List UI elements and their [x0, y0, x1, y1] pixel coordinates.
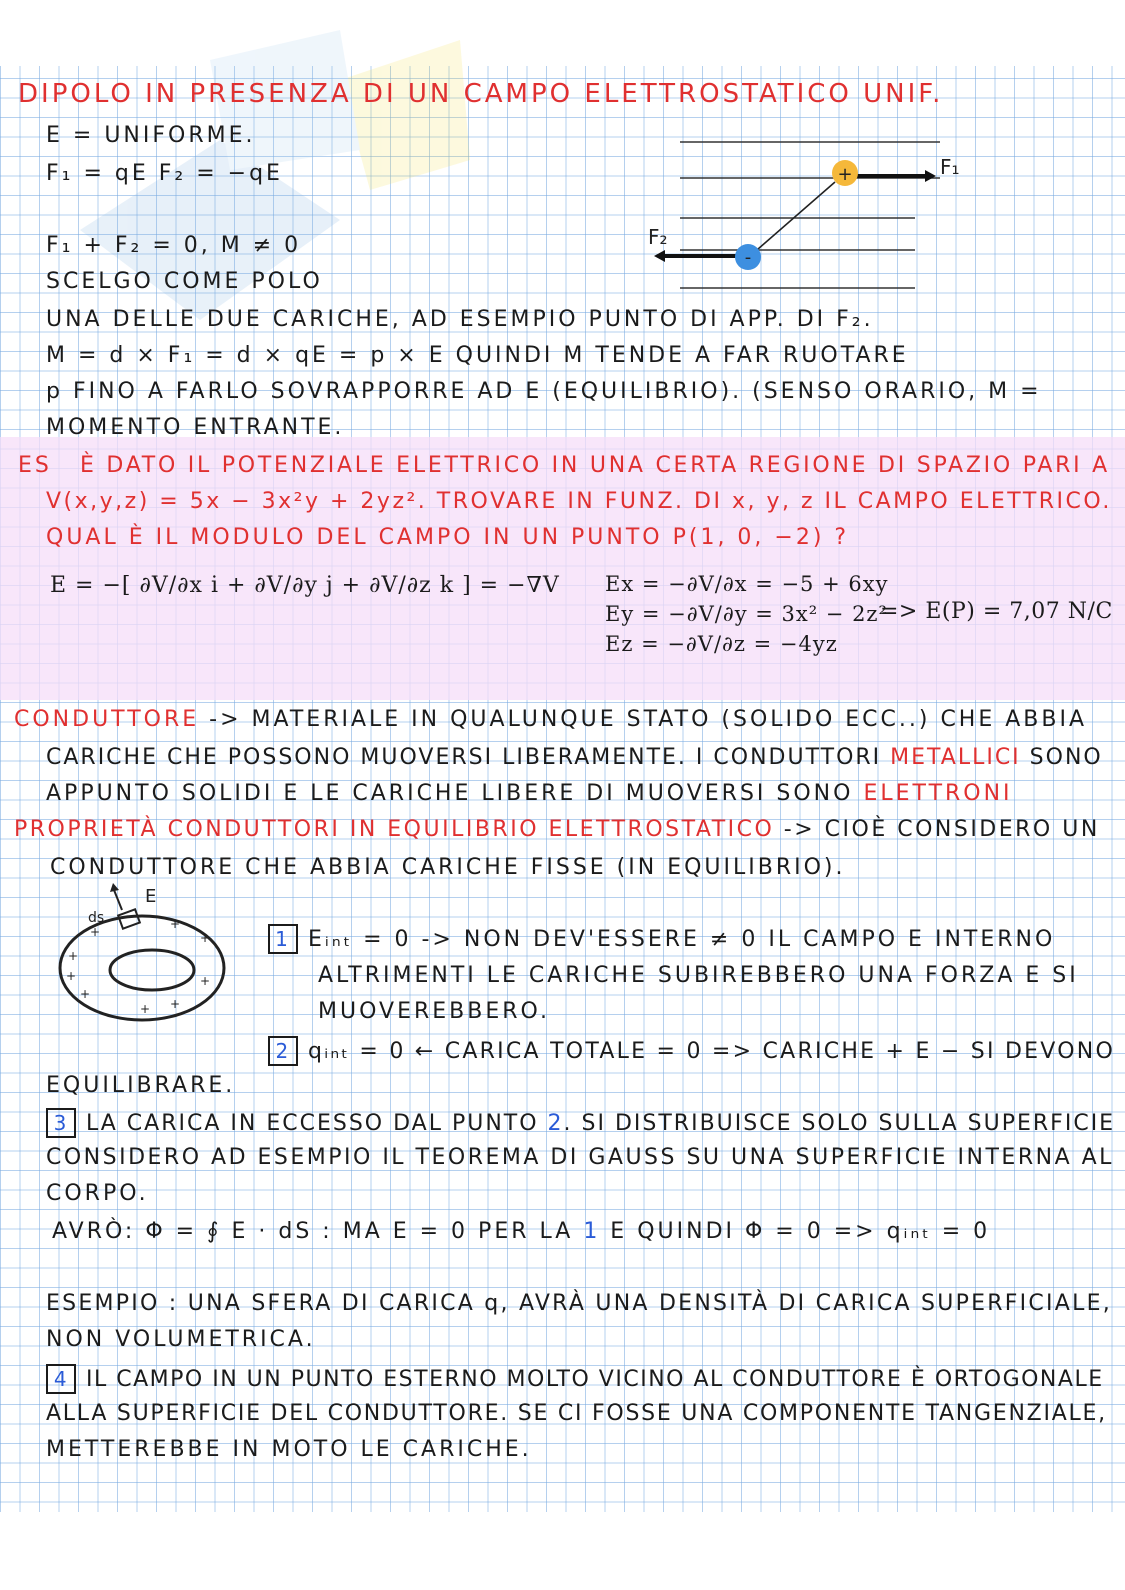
property-3-text-a1: LA CARICA IN ECCESSO DAL PUNTO [86, 1111, 548, 1136]
minus-sign: - [744, 247, 752, 268]
label-f1: F₁ [940, 155, 960, 179]
property-1-line-c: MUOVEREBBERO. [318, 999, 550, 1024]
property-4-line-b: ALLA SUPERFICIE DEL CONDUTTORE. SE CI FOSSE UNA COMPONENTE TANGENZIALE, [46, 1401, 1107, 1426]
label-f2: F₂ [648, 225, 668, 249]
conductor-line-3-text: APPUNTO SOLIDI E LE CARICHE LIBERE DI MUOVERSI SONO [46, 781, 864, 806]
property-2-text-a: qᵢₙₜ = 0 ← CARICA TOTALE = 0 => CARICHE + E − SI DEVONO [308, 1039, 1116, 1064]
page-top-margin [0, 0, 1125, 66]
property-3-line-c: CORPO. [46, 1181, 149, 1206]
conductor-line-2-text: CARICHE CHE POSSONO MUOVERSI LIBERAMENTE. I CONDUTTORI [46, 745, 891, 770]
svg-text:+: + [140, 1002, 151, 1016]
property-3-text-d1: AVRÒ: Φ = ∮ E · dS : MA E = 0 PER LA [52, 1219, 584, 1244]
conductor-word: CONDUTTORE [14, 707, 200, 732]
plus-sign: + [837, 164, 853, 185]
ex-formula: Ex = −∂V/∂x = −5 + 6xy [605, 572, 889, 596]
svg-text:+: + [200, 931, 211, 945]
properties-heading [14, 816, 1100, 844]
property-1-line-b: ALTRIMENTI LE CARICHE SUBIREBBERO UNA FORZA E SI [318, 963, 1079, 988]
property-3-line-e: ESEMPIO : UNA SFERA DI CARICA q, AVRÀ UNA DENSITÀ DI CARICA SUPERFICIALE, [46, 1291, 1112, 1316]
properties-heading-red: PROPRIETÀ CONDUTTORI IN EQUILIBRIO ELETTROSTATICO [14, 817, 775, 842]
dipole-line-6: M = d × F₁ = d × qE = p × E QUINDI M TENDE A FAR RUOTARE [46, 343, 909, 368]
svg-text:+: + [80, 987, 91, 1001]
gradient-formula: E = −[ ∂V/∂x i + ∂V/∂y j + ∂V/∂z k ] = −∇V [50, 573, 560, 598]
property-4-line-c: METTEREBBE IN MOTO LE CARICHE. [46, 1437, 532, 1462]
field-result: => E(P) = 7,07 N/C [880, 599, 1113, 624]
property-3-line-a [46, 1108, 1115, 1138]
page-title: DIPOLO IN PRESENZA DI UN CAMPO ELETTROSTATICO UNIF. [18, 79, 944, 109]
property-3-ref-2: 2 [547, 1111, 564, 1136]
property-3-text-a3: . SI DISTRIBUISCE SOLO SULLA SUPERFICIE [563, 1111, 1116, 1136]
property-3-line-f: NON VOLUMETRICA. [46, 1327, 316, 1352]
example-line-1: È DATO IL POTENZIALE ELETTRICO IN UNA CERTA REGIONE DI SPAZIO PARI A [80, 453, 1110, 478]
property-4-text-a: IL CAMPO IN UN PUNTO ESTERNO MOLTO VICINO AL CONDUTTORE È ORTOGONALE [86, 1367, 1104, 1392]
figure-ds-label: ds [88, 910, 105, 926]
svg-text:+: + [200, 974, 211, 988]
ez-formula: Ez = −∂V/∂z = −4yz [605, 632, 838, 656]
conductor-definition [14, 706, 1087, 734]
conductor-line-2-end: SONO [1020, 745, 1103, 770]
conductor-figure [50, 880, 240, 1030]
property-1-number: 1 [268, 924, 298, 954]
page-bottom-margin [0, 1512, 1125, 1590]
property-4-line-a [46, 1364, 1104, 1394]
svg-text:+: + [170, 917, 181, 931]
property-3-ref-1: 1 [583, 1219, 601, 1244]
property-3-text-d3: E QUINDI Φ = 0 => qᵢₙₜ = 0 [600, 1219, 991, 1244]
example-tag: ES [18, 453, 52, 478]
property-3-number: 3 [46, 1108, 76, 1138]
elettroni-word: ELETTRONI [863, 781, 1013, 806]
property-2-number: 2 [268, 1036, 298, 1066]
property-3-line-b: CONSIDERO AD ESEMPIO IL TEOREMA DI GAUSS SU UNA SUPERFICIE INTERNA AL [46, 1145, 1114, 1170]
dipole-line-4: SCELGO COME POLO [46, 269, 323, 294]
example-line-3: QUAL È IL MODULO DEL CAMPO IN UN PUNTO P(1, 0, −2) ? [46, 525, 850, 550]
dipole-line-8: MOMENTO ENTRANTE. [46, 415, 345, 440]
dipole-axis-line [750, 182, 835, 256]
dipole-line-2: F₁ = qE F₂ = −qE [46, 161, 283, 186]
property-4-number: 4 [46, 1364, 76, 1394]
property-3-line-d [52, 1218, 990, 1246]
conductor-line-5: CONDUTTORE CHE ABBIA CARICHE FISSE (IN EQUILIBRIO). [50, 855, 846, 880]
svg-text:+: + [66, 969, 77, 983]
conductor-line-3 [46, 780, 1013, 808]
svg-text:+: + [68, 949, 79, 963]
dipole-line-7: p FINO A FARLO SOVRAPPORRE AD E (EQUILIBRIO). (SENSO ORARIO, M = [46, 379, 1042, 404]
svg-text:+: + [90, 925, 101, 939]
dipole-diagram [640, 120, 980, 305]
property-2-line-a [268, 1036, 1115, 1066]
example-line-2: V(x,y,z) = 5x − 3x²y + 2yz². TROVARE IN FUNZ. DI x, y, z IL CAMPO ELETTRICO. [46, 489, 1112, 514]
property-2-line-b: EQUILIBRARE. [46, 1073, 236, 1098]
property-1-line-a [268, 924, 1055, 954]
property-1-text-a: Eᵢₙₜ = 0 -> NON DEV'ESSERE ≠ 0 IL CAMPO E INTERNO [308, 927, 1056, 952]
conductor-line-1-rest: -> MATERIALE IN QUALUNQUE STATO (SOLIDO ECC..) CHE ABBIA [199, 707, 1088, 732]
metallici-word: METALLICI [890, 745, 1021, 770]
svg-text:+: + [170, 997, 181, 1011]
dipole-line-3: F₁ + F₂ = 0, M ≠ 0 [46, 233, 302, 258]
figure-e-label: E [145, 886, 157, 907]
ey-formula: Ey = −∂V/∂y = 3x² − 2z² [605, 602, 888, 626]
dipole-line-1: E = UNIFORME. [46, 123, 256, 148]
dipole-line-5: UNA DELLE DUE CARICHE, AD ESEMPIO PUNTO DI APP. DI F₂. [46, 307, 874, 332]
properties-heading-rest: -> CIOÈ CONSIDERO UN [774, 817, 1100, 842]
conductor-line-2 [46, 744, 1103, 772]
